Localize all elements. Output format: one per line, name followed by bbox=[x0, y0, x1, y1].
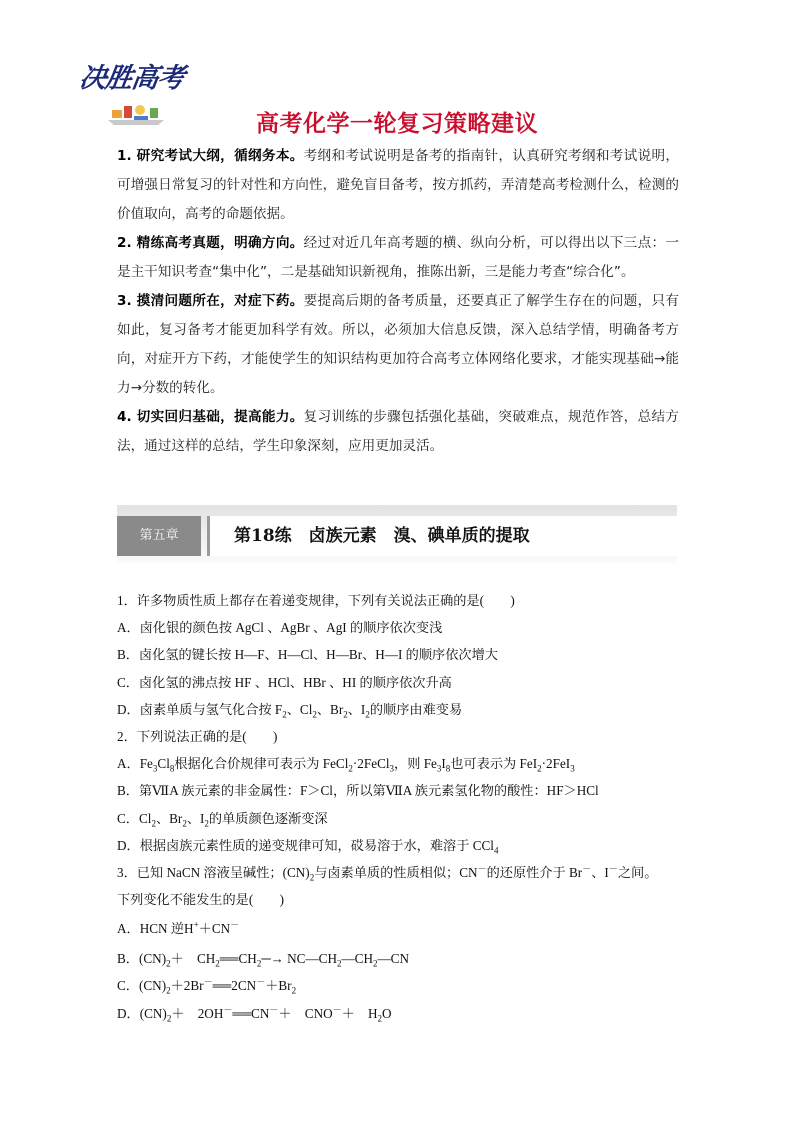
intro-paragraph-1: 1. 研究考试大纲，循纲务本。考纲和考试说明是备考的指南针，认真研究考纲和考试说明，可增强日常复习的针对性和方向性，避免盲目备考，按方抓药，弄清楚高考检测什么，检测的价值取向，高考的命题依据。 bbox=[117, 148, 679, 222]
question-2-option-a: A．$Fe_3Cl_8$根据化合价规律可表示为 FeCl$_2$·2FeCl$_3$，则 $Fe_3I_8$也可表示为 FeI$_2$·2FeI$_3$ bbox=[117, 756, 575, 774]
question-1-option-b: B．卤化氢的键长按 H—F、H—Cl、H—Br、H—I 的顺序依次增大 bbox=[117, 647, 498, 663]
question-2-option-b: B．第ⅦA 族元素的非金属性：F＞Cl，所以第ⅦA 族元素氢化物的酸性：HF＞HCl bbox=[117, 783, 599, 799]
intro-paragraph-3: 3. 摸清问题所在，对症下药。要提高后期的备考质量，还要真正了解学生存在的问题，只有如此，复习备考才能更加科学有效。所以，必须加大信息反馈，深入总结学情，明确备考方向，对症开方下药，才能使学生的知识结构更加符合高考立体网络化要求，才能实现基础→能力→分数的转化。 bbox=[117, 293, 679, 396]
question-1-option-d: D．卤素单质与氢气化合按 $F_2$、$Cl_2$、$Br_2$、$I_2$的顺序由难变易 bbox=[117, 701, 463, 720]
question-3-stem-line-2: 下列变化不能发生的是( ) bbox=[117, 892, 285, 908]
question-2-option-d: D．根据卤族元素性质的递变规律可知，砹易溶于水，难溶于 CCl$_4$ bbox=[117, 837, 499, 856]
question-3-option-d: D．$(CN)_2+$ 2OH－══CN－＋ CNO－＋ $H_2O$ bbox=[117, 1004, 392, 1024]
question-1-option-a: A．卤化银的颜色按 AgCl 、AgBr 、AgI 的顺序依次变浅 bbox=[117, 620, 443, 636]
questions-section bbox=[117, 587, 687, 1027]
intro-paragraph-4: 4. 切实回归基础，提高能力。复习训练的步骤包括强化基础，突破难点，规范作答，总结方法，通过这样的总结，学生印象深刻，应用更加灵活。 bbox=[117, 409, 679, 454]
question-3-option-c: C．$(CN)_2+2Br^-══2CN^-+Br_2$ bbox=[117, 977, 297, 997]
question-2-stem: 2．下列说法正确的是( ) bbox=[117, 728, 278, 744]
intro-section bbox=[117, 142, 679, 461]
question-2-option-c: C．$Cl_2$、$Br_2$、$I_2$的单质颜色逐渐变深 bbox=[117, 810, 328, 829]
chapter-title: 第18练 卤族元素 溴、碘单质的提取 bbox=[234, 526, 530, 546]
chapter-title-box bbox=[207, 516, 680, 556]
question-3-stem: 3．已知 NaCN 溶液呈碱性；$(CN)_2$与卤素单质的性质相似；CN－的还原性介于 Br－、I－之间。 bbox=[117, 863, 658, 883]
question-3-option-a: A．HCN 逆H+＋CN－ bbox=[117, 919, 240, 937]
page-title: 高考化学一轮复习策略建议 bbox=[256, 111, 538, 137]
chapter-banner bbox=[117, 505, 677, 563]
question-3-option-b: B．$(CN)_2+$ $CH_2══CH_2─\to$ $NC—CH_2—CH_2—CN$ bbox=[117, 951, 409, 969]
intro-paragraph-2: 2. 精练高考真题，明确方向。经过对近几年高考题的横、纵向分析，可以得出以下三点：一是主干知识考查“集中化”，二是基础知识新视角，推陈出新，三是能力考查“综合化”。 bbox=[117, 235, 679, 280]
question-1-stem: 1．许多物质性质上都存在着递变规律，下列有关说法正确的是( ) bbox=[117, 593, 515, 608]
chapter-tag: 第五章 bbox=[117, 516, 201, 556]
logo-text: 决胜高考 bbox=[77, 63, 186, 94]
question-1-option-c: C．卤化氢的沸点按 HF 、HCl、HBr 、HI 的顺序依次升高 bbox=[117, 674, 452, 690]
